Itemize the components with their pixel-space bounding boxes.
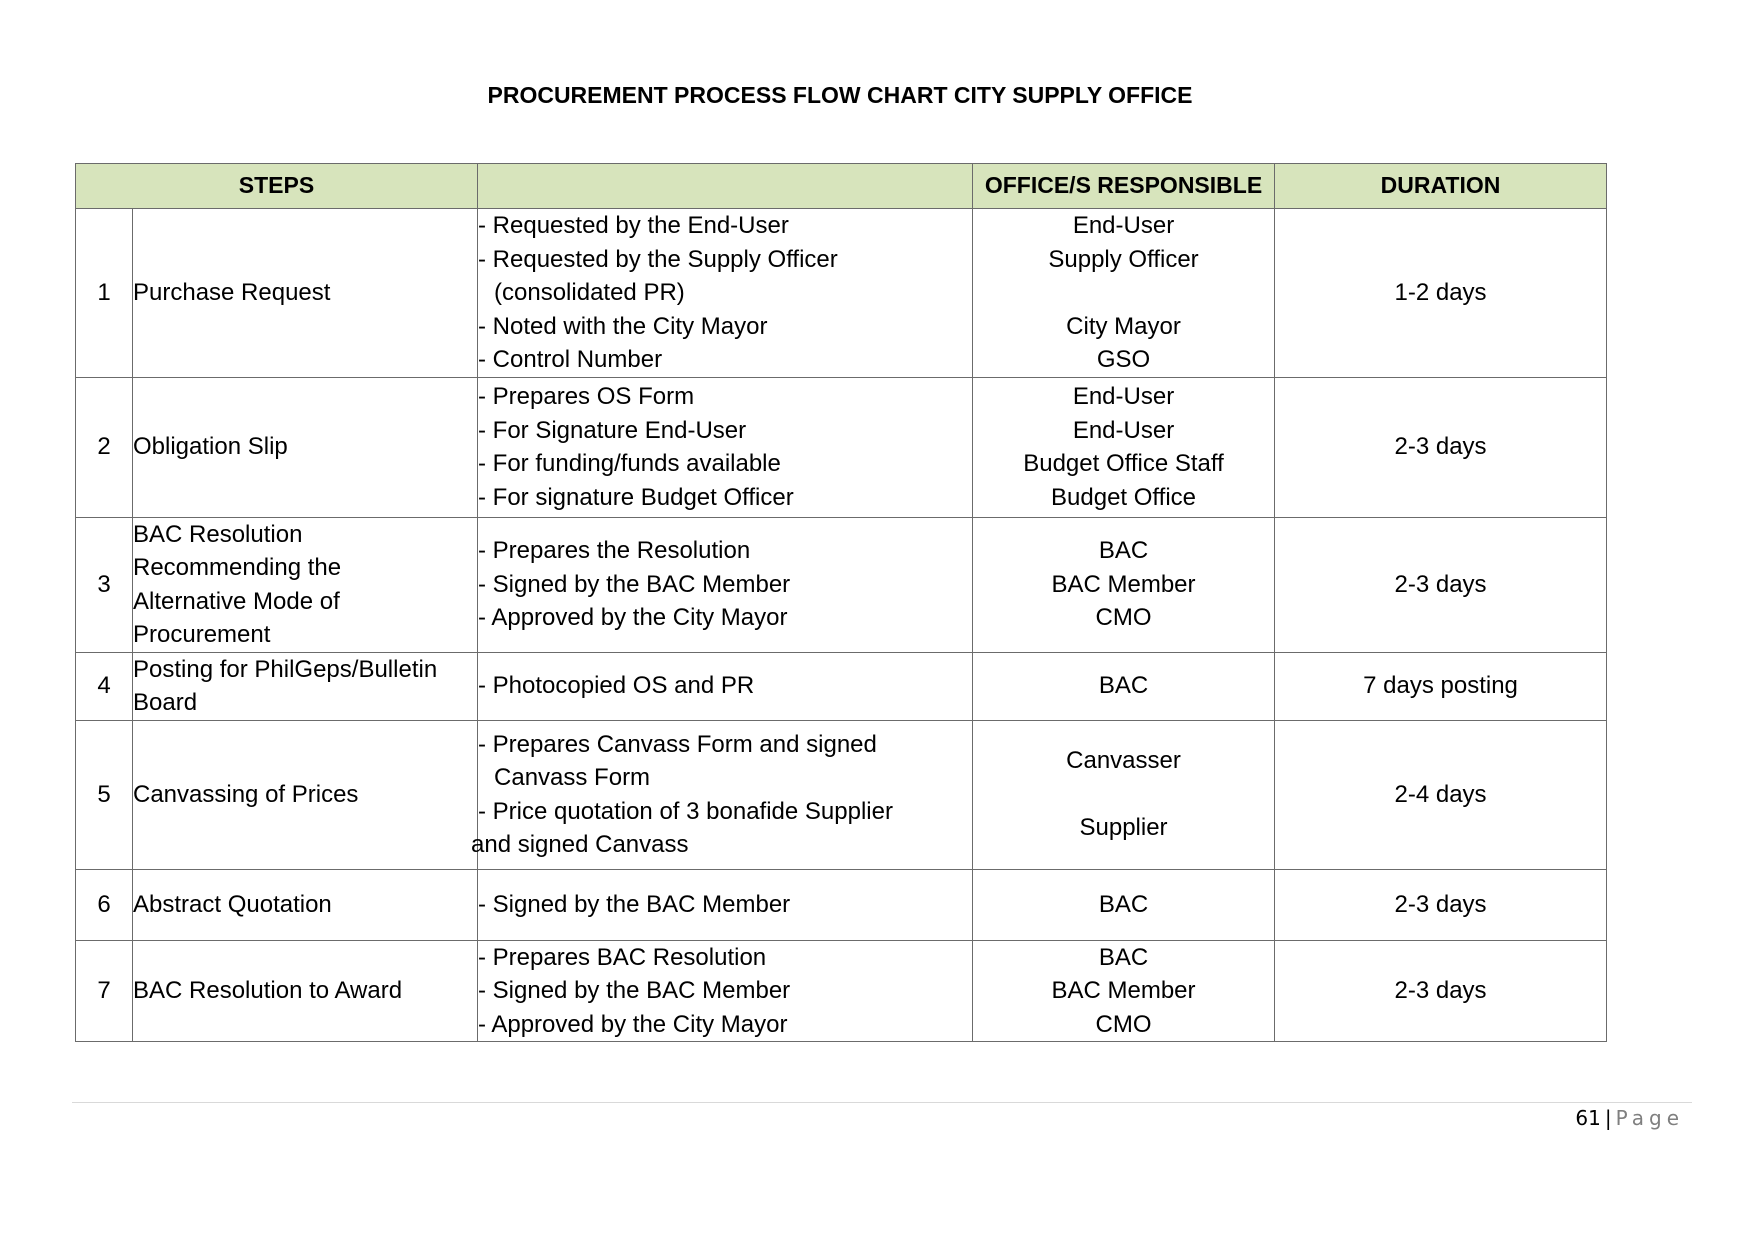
duration: 2-3 days <box>1275 869 1607 940</box>
page-footer <box>1575 1106 1684 1130</box>
description-line: - For signature Budget Officer <box>478 483 794 511</box>
step-number: 7 <box>76 940 133 1042</box>
office-spacer <box>973 778 1274 812</box>
step-description <box>478 869 973 940</box>
office-line: BAC Member <box>1051 570 1196 598</box>
header-steps: STEPS <box>76 164 478 209</box>
step-name <box>133 209 478 378</box>
table-row <box>76 940 1607 1042</box>
step-description <box>471 720 973 869</box>
office-line: Supplier <box>1079 814 1168 842</box>
step-name-line: BAC Resolution <box>133 520 303 548</box>
step-name-line: Purchase Request <box>133 279 331 306</box>
step-description <box>478 652 973 720</box>
office-line: Supply Officer <box>1048 245 1199 273</box>
table-row <box>76 377 1607 517</box>
procurement-table <box>75 163 1607 1042</box>
office-responsible <box>973 940 1275 1042</box>
description-line: - For funding/funds available <box>478 450 781 477</box>
step-number: 5 <box>76 720 133 869</box>
office-spacer <box>973 276 1274 310</box>
step-description <box>478 377 973 517</box>
page-title: PROCUREMENT PROCESS FLOW CHART CITY SUPPLY OFFICE <box>487 82 1193 108</box>
description-line: - Control Number <box>478 346 663 373</box>
office-line: BAC <box>1098 943 1149 971</box>
header-description <box>478 164 973 209</box>
step-name-line: Posting for PhilGeps/Bulletin <box>133 655 438 683</box>
office-line: Budget Office Staff <box>1023 450 1224 477</box>
step-description <box>478 940 973 1042</box>
table-row <box>76 720 1607 869</box>
step-name <box>133 652 478 720</box>
office-responsible <box>973 209 1275 378</box>
description-line: - Price quotation of 3 bonafide Supplier <box>478 797 893 825</box>
office-responsible <box>973 377 1275 517</box>
header-duration: DURATION <box>1275 164 1607 209</box>
description-line: (consolidated PR) <box>494 279 685 306</box>
description-line: Canvass Form <box>494 764 651 791</box>
office-line: Canvasser <box>1066 747 1181 775</box>
description-line: and signed Canvass <box>471 831 689 858</box>
step-name <box>133 377 478 517</box>
office-line: BAC <box>1098 890 1149 918</box>
footer-divider <box>72 1102 1692 1103</box>
step-number: 3 <box>76 517 133 652</box>
step-name-line: Abstract Quotation <box>133 890 332 918</box>
page-label: Page <box>1615 1106 1684 1130</box>
description-line: - Requested by the Supply Officer <box>478 245 838 273</box>
office-line: City Mayor <box>1066 312 1181 340</box>
step-number: 1 <box>76 209 133 378</box>
office-responsible <box>973 652 1275 720</box>
step-name-line: Board <box>133 689 198 716</box>
office-line: Budget Office <box>1051 483 1196 511</box>
step-number: 6 <box>76 869 133 940</box>
description-line: - Photocopied OS and PR <box>478 672 755 700</box>
office-line: End-User <box>1072 416 1175 444</box>
description-line: - Prepares the Resolution <box>478 537 751 565</box>
table-row <box>76 517 1607 652</box>
table-row <box>76 869 1607 940</box>
description-line: - Signed by the BAC Member <box>478 977 791 1004</box>
office-responsible <box>973 517 1275 652</box>
step-name-line: BAC Resolution to Award <box>133 977 403 1004</box>
step-description <box>478 209 973 378</box>
description-line: - Requested by the End-User <box>478 212 789 239</box>
description-line: - Signed by the BAC Member <box>478 570 791 598</box>
office-line: BAC Member <box>1051 977 1196 1004</box>
duration: 7 days posting <box>1275 652 1607 720</box>
step-name <box>133 517 478 652</box>
duration: 2-3 days <box>1275 377 1607 517</box>
office-line: End-User <box>1072 212 1175 239</box>
step-name-line: Obligation Slip <box>133 433 288 461</box>
office-responsible <box>973 869 1275 940</box>
description-line: - Signed by the BAC Member <box>478 890 791 918</box>
office-line: GSO <box>1096 346 1151 373</box>
step-name-line: Alternative Mode of <box>133 587 340 615</box>
table-row <box>76 652 1607 720</box>
table-header-row <box>76 164 1607 209</box>
step-name-line: Canvassing of Prices <box>133 780 359 808</box>
office-line: BAC <box>1098 672 1149 700</box>
duration: 2-3 days <box>1275 517 1607 652</box>
office-line: CMO <box>1095 604 1152 632</box>
duration: 2-3 days <box>1275 940 1607 1042</box>
step-description <box>478 517 973 652</box>
description-line: - Prepares OS Form <box>478 383 695 410</box>
footer-separator: | <box>1604 1106 1612 1130</box>
description-line: - Noted with the City Mayor <box>478 312 768 340</box>
step-name <box>133 869 478 940</box>
duration: 1-2 days <box>1275 209 1607 378</box>
step-name <box>133 720 478 869</box>
description-line: - Approved by the City Mayor <box>478 604 788 632</box>
office-line: BAC <box>1098 537 1149 565</box>
page-number: 61 <box>1575 1106 1601 1130</box>
step-name <box>133 940 478 1042</box>
step-number: 2 <box>76 377 133 517</box>
description-line: - Prepares BAC Resolution <box>478 943 767 971</box>
duration: 2-4 days <box>1275 720 1607 869</box>
step-number: 4 <box>76 652 133 720</box>
office-line: End-User <box>1072 383 1175 410</box>
description-line: - Prepares Canvass Form and signed <box>478 730 877 758</box>
office-responsible <box>973 720 1275 869</box>
header-office: OFFICE/S RESPONSIBLE <box>973 164 1275 209</box>
description-line: - Approved by the City Mayor <box>478 1010 788 1038</box>
office-line: CMO <box>1095 1010 1152 1038</box>
description-line: - For Signature End-User <box>478 416 747 444</box>
step-name-line: Procurement <box>133 621 271 648</box>
table-row <box>76 209 1607 378</box>
step-name-line: Recommending the <box>133 554 342 581</box>
